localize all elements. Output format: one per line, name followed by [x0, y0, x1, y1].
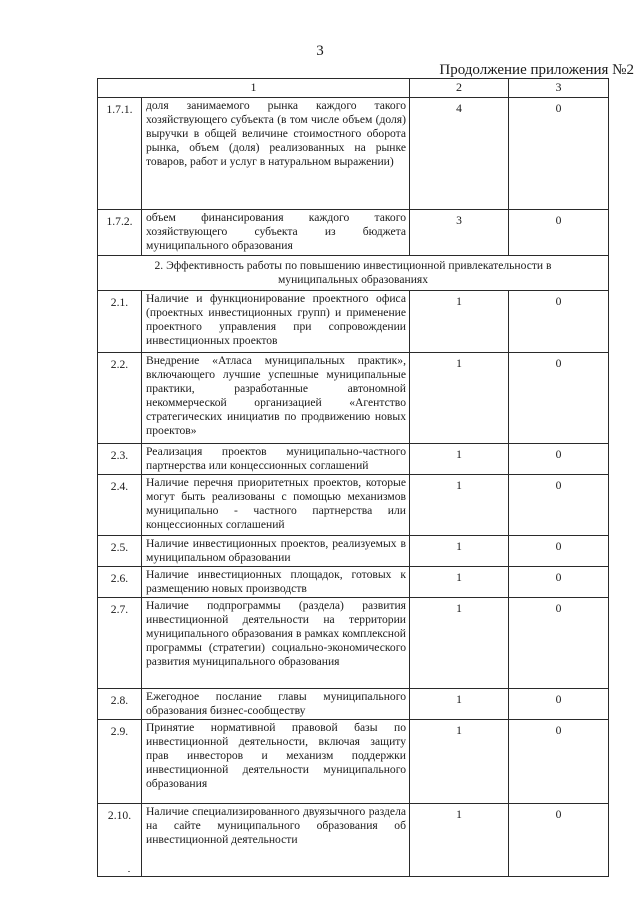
row-text: Наличие специализированного двуязычного раздела на сайте муниципального образования об инвестиционной деятельности [142, 804, 410, 877]
row-text: Принятие нормативной правовой базы по инвестиционной деятельности, включая защиту прав инвесторов и механизм поддержки инвестиционной деятельности муниципального образования [142, 720, 410, 804]
row-text: Наличие подпрограммы (раздела) развития инвестиционной деятельности на территории муниципального образования в рамках комплексной программы (стратегии) социально-экономического развития муниципального образования [142, 598, 410, 689]
row-number: 2.6. [98, 567, 142, 598]
header-col-2: 2 [410, 79, 509, 98]
row-text: Внедрение «Атласа муниципальных практик», включающего лучшие успешные муниципальные практики, разработанные автономной некоммерческой организацией «Агентство стратегических инициатив по продвижению новых проектов» [142, 353, 410, 444]
table-row [98, 444, 609, 475]
page-number: 3 [316, 43, 324, 59]
row-value-col3: 0 [509, 689, 609, 720]
row-number: 1.7.2. [98, 210, 142, 256]
row-value-col2: 1 [410, 444, 509, 475]
row-value-col3: 0 [509, 598, 609, 689]
table-row [98, 804, 609, 877]
row-value-col3: 0 [509, 475, 609, 536]
table-row [98, 98, 609, 210]
table-row [98, 536, 609, 567]
row-value-col2: 1 [410, 689, 509, 720]
table-row [98, 567, 609, 598]
row-value-col2: 1 [410, 475, 509, 536]
row-value-col3: 0 [509, 291, 609, 353]
table-row [98, 689, 609, 720]
row-value-col3: 0 [509, 804, 609, 877]
row-value-col2: 1 [410, 536, 509, 567]
row-value-col3: 0 [509, 353, 609, 444]
row-text: Наличие перечня приоритетных проектов, которые могут быть реализованы с помощью механизмов муниципально - частного партнерства или концессионных соглашений [142, 475, 410, 536]
appendix-continuation-label: Продолжение приложения №2 [439, 62, 634, 78]
row-text: Реализация проектов муниципально-частного партнерства или концессионных соглашений [142, 444, 410, 475]
row-number: 2.10. [98, 804, 142, 877]
row-number: 2.4. [98, 475, 142, 536]
row-text: объем финансирования каждого такого хозяйствующего субъекта из бюджета муниципального образования [142, 210, 410, 256]
indicators-table [97, 78, 609, 877]
row-number: 2.3. [98, 444, 142, 475]
row-value-col3: 0 [509, 536, 609, 567]
row-text: доля занимаемого рынка каждого такого хозяйствующего субъекта (в том числе объем (доля) выручки в общей величине стоимостного оборота рынка, объем (доля) реализованных на рынке товаров, работ и услуг в натуральном выражении) [142, 98, 410, 210]
section-title: 2. Эффективность работы по повышению инвестиционной привлекательности в муниципальных образованиях [98, 256, 609, 291]
row-text: Наличие и функционирование проектного офиса (проектных инвестиционных групп) и применение проектного управления при сопровождении инвестиционных проектов [142, 291, 410, 353]
row-value-col2: 1 [410, 291, 509, 353]
row-value-col2: 1 [410, 567, 509, 598]
row-value-col2: 4 [410, 98, 509, 210]
row-text: Ежегодное послание главы муниципального образования бизнес-сообществу [142, 689, 410, 720]
table-row [98, 475, 609, 536]
section-header-row [98, 256, 609, 291]
table-header-row [98, 79, 609, 98]
table-row [98, 720, 609, 804]
header-col-1: 1 [98, 79, 410, 98]
row-value-col2: 1 [410, 353, 509, 444]
table-row [98, 353, 609, 444]
row-number: 2.8. [98, 689, 142, 720]
row-text: Наличие инвестиционных площадок, готовых к размещению новых производств [142, 567, 410, 598]
row-value-col3: 0 [509, 567, 609, 598]
row-value-col2: 3 [410, 210, 509, 256]
row-value-col3: 0 [509, 720, 609, 804]
row-number: 2.9. [98, 720, 142, 804]
row-value-col3: 0 [509, 98, 609, 210]
row-number: 2.5. [98, 536, 142, 567]
row-number: 2.1. [98, 291, 142, 353]
header-col-3: 3 [509, 79, 609, 98]
row-value-col3: 0 [509, 444, 609, 475]
row-number: 1.7.1. [98, 98, 142, 210]
table-row [98, 291, 609, 353]
row-text: Наличие инвестиционных проектов, реализуемых в муниципальном образовании [142, 536, 410, 567]
table-row [98, 598, 609, 689]
scan-speck [128, 871, 130, 872]
row-value-col3: 0 [509, 210, 609, 256]
row-value-col2: 1 [410, 720, 509, 804]
row-value-col2: 1 [410, 598, 509, 689]
row-number: 2.2. [98, 353, 142, 444]
table-row [98, 210, 609, 256]
row-value-col2: 1 [410, 804, 509, 877]
row-number: 2.7. [98, 598, 142, 689]
